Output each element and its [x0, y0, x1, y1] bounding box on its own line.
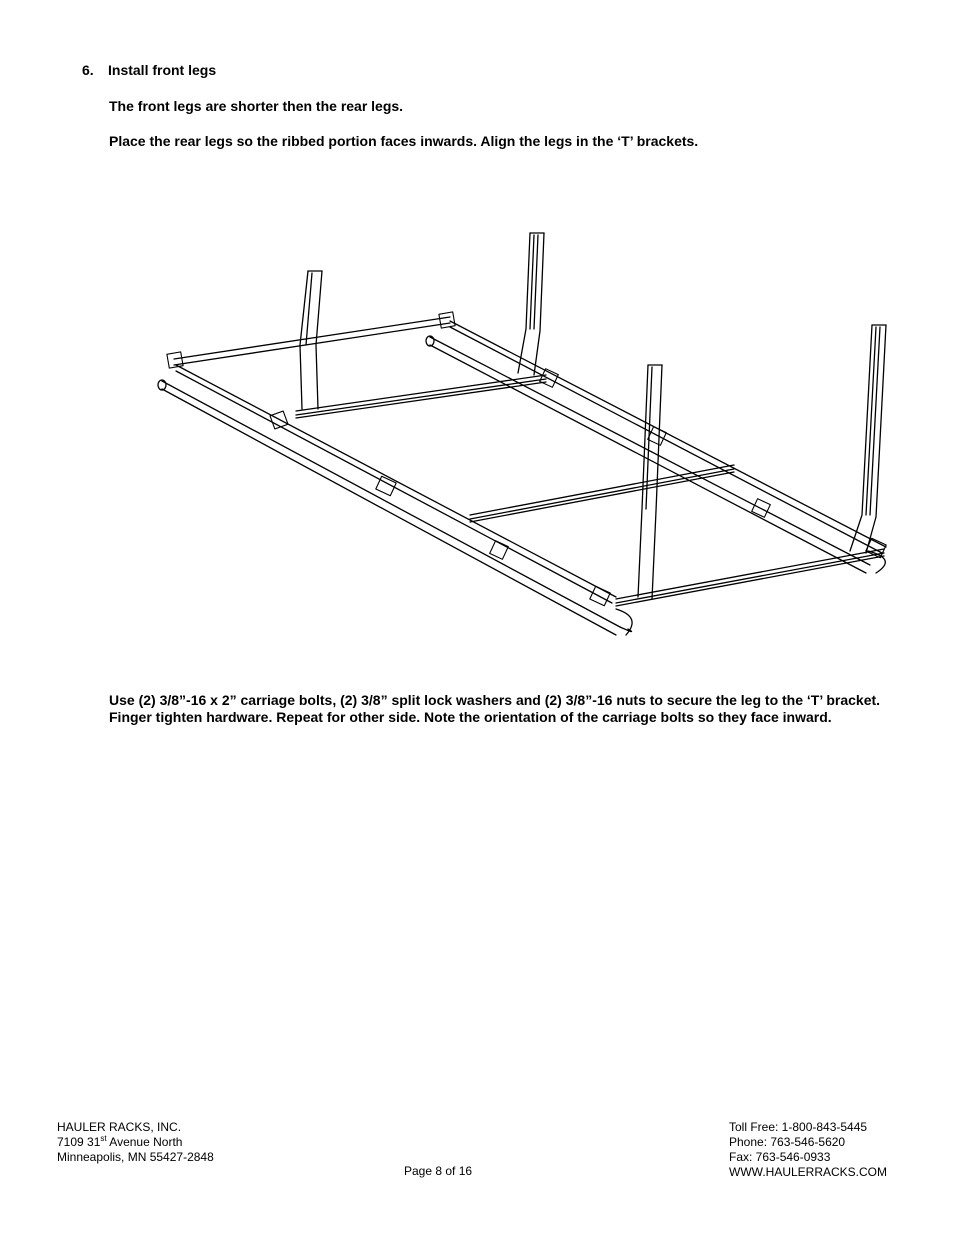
front-leg-left — [300, 271, 322, 409]
instruction-carriage-bolts: Use (2) 3/8”-16 x 2” carriage bolts, (2) 3/8” split lock washers and (2) 3/8”-16 nuts to secure the leg to the ‘T’ bracket. Finger tighten hardware. Repeat for other side. Note the orientation of the carriage bolts so they face inward. — [109, 692, 881, 725]
footer-address — [57, 1120, 214, 1165]
footer-phone: Phone: 763-546-5620 — [729, 1135, 846, 1149]
rack-assembly-illustration — [150, 225, 910, 645]
frame-crossbars — [296, 375, 884, 606]
step-number: 6. — [82, 62, 94, 78]
frame-side-rails — [174, 317, 886, 603]
footer-toll-free: Toll Free: 1-800-843-5445 — [729, 1120, 868, 1134]
rear-leg-right — [850, 325, 886, 553]
footer-city: Minneapolis, MN 55427-2848 — [57, 1150, 214, 1164]
footer-company: HAULER RACKS, INC. — [57, 1120, 182, 1134]
step-heading — [82, 62, 216, 78]
step-title: Install front legs — [108, 62, 217, 78]
rear-side-tube — [426, 336, 885, 573]
footer-page-number: Page 8 of 16 — [404, 1164, 473, 1178]
rear-leg-left — [518, 233, 544, 375]
clamp-brackets — [167, 312, 886, 606]
footer-street: 7109 31st Avenue North — [57, 1134, 183, 1149]
footer-fax: Fax: 763-546-0933 — [729, 1150, 831, 1164]
footer-website: WWW.HAULERRACKS.COM — [729, 1165, 888, 1179]
footer-contact — [729, 1120, 887, 1180]
instruction-place-rear-legs: Place the rear legs so the ribbed portion faces inwards. Align the legs in the ‘T’ brackets. — [109, 133, 699, 149]
front-side-tube — [158, 380, 632, 635]
instruction-front-legs-shorter: The front legs are shorter then the rear legs. — [109, 98, 404, 114]
